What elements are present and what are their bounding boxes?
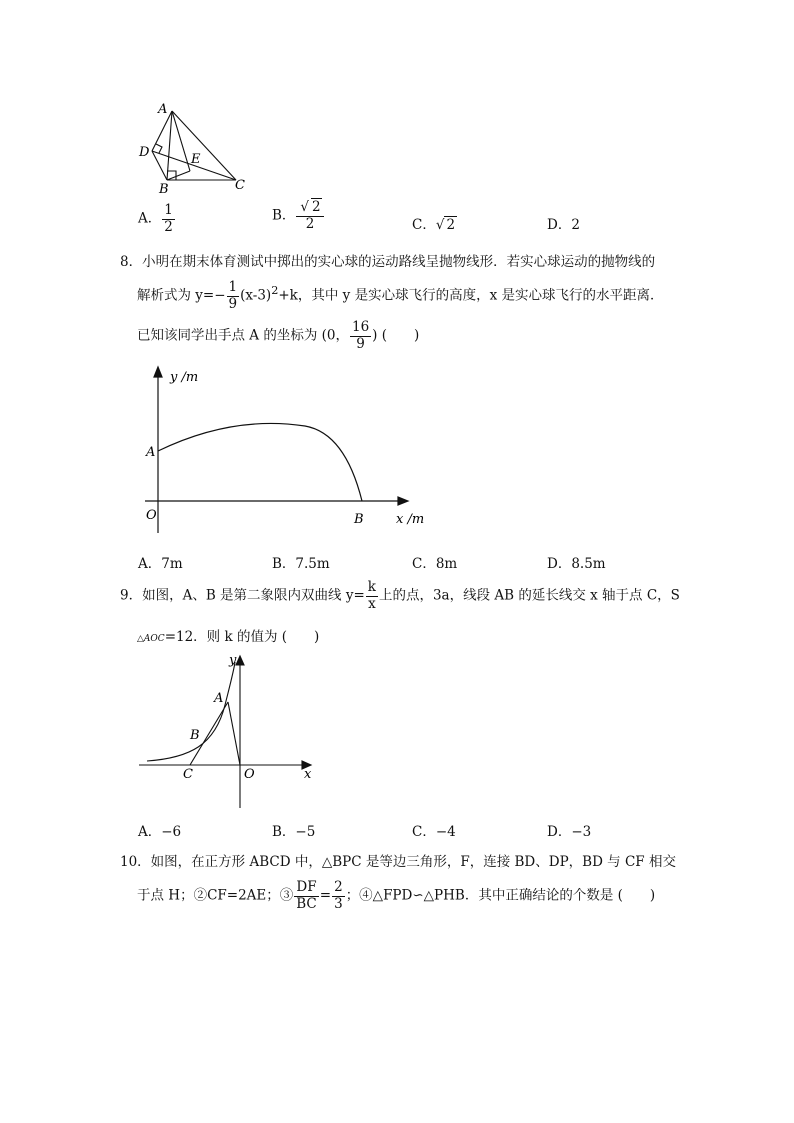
- q10-line-1: 10．如图，在正方形 ABCD 中，△BPC 是等边三角形，F，连接 BD、DP，BD 与 CF 相交: [120, 854, 676, 870]
- q8-xlabel: x /m: [396, 512, 425, 527]
- q7-triangle-figure: [135, 100, 255, 195]
- q9-option-c: C．−4: [412, 824, 456, 840]
- q7-option-c: C．√ 2: [412, 217, 456, 233]
- q9-label-b: B: [190, 728, 200, 743]
- q8-label-a: A: [146, 445, 156, 460]
- q8-label-o: O: [146, 508, 157, 523]
- q8-option-d: D．8.5m: [547, 556, 606, 572]
- q10-line-2: 于点 H；②CF=2AE；③ $\frac{DF}{BC}$ = $\frac{2}{3}$ ；④△FPD∽△PHB．其中正确结论的个数是 ( ): [137, 879, 656, 912]
- q8-line-3: 已知该同学出手点 A 的坐标为 (0， $\frac{16}{9}$ ) ( ): [137, 319, 420, 352]
- q9-option-a: A．−6: [138, 824, 182, 840]
- q9-label-c: C: [183, 767, 193, 782]
- q7-option-b: B． $\frac{√ 2}{2}$: [272, 200, 325, 232]
- q7-option-d: D．2: [547, 217, 580, 233]
- sqrt-symbol: √: [435, 217, 445, 233]
- q8-option-b: B．7.5m: [272, 556, 330, 572]
- q7-label-b: B: [159, 182, 169, 197]
- q9-line-1: 9．如图，A、B 是第二象限内双曲线 y= $\frac{k}{x}$ 上的点，3a，线段 AB 的延长线交 x 轴于点 C，S: [120, 579, 680, 612]
- q7-label-c: C: [235, 178, 245, 193]
- q8-option-a: A．7m: [138, 556, 183, 572]
- sqrt-symbol: √: [300, 199, 310, 215]
- q9-label-x: x: [304, 767, 312, 782]
- q8-parabola-figure: [140, 365, 430, 535]
- q7-label-e: E: [191, 152, 201, 167]
- q9-label-a: A: [214, 691, 224, 706]
- q9-option-d: D．−3: [547, 824, 592, 840]
- q7-option-a: A． $\frac{1}{2}$: [138, 202, 173, 235]
- q7-label-d: D: [139, 145, 150, 160]
- q8-line-1: 8．小明在期末体育测试中掷出的实心球的运动路线呈抛物线形．若实心球运动的抛物线的: [120, 254, 656, 270]
- q9-option-b: B．−5: [272, 824, 316, 840]
- q8-ylabel: y /m: [170, 370, 199, 385]
- q9-label-o: O: [244, 767, 255, 782]
- q7-label-a: A: [158, 102, 168, 117]
- q9-hyperbola-figure: [135, 650, 320, 810]
- q8-option-c: C．8m: [412, 556, 458, 572]
- q8-label-b: B: [354, 512, 364, 527]
- q9-label-y: y: [229, 653, 237, 668]
- q9-line-2: △AOC=12．则 k 的值为 ( ): [137, 629, 320, 645]
- q8-line-2: 解析式为 y=− $\frac{1}{9}$ $(x-3)^2+k$，其中 y 是实心球飞行的高度，x 是实心球飞行的水平距离．: [137, 279, 664, 312]
